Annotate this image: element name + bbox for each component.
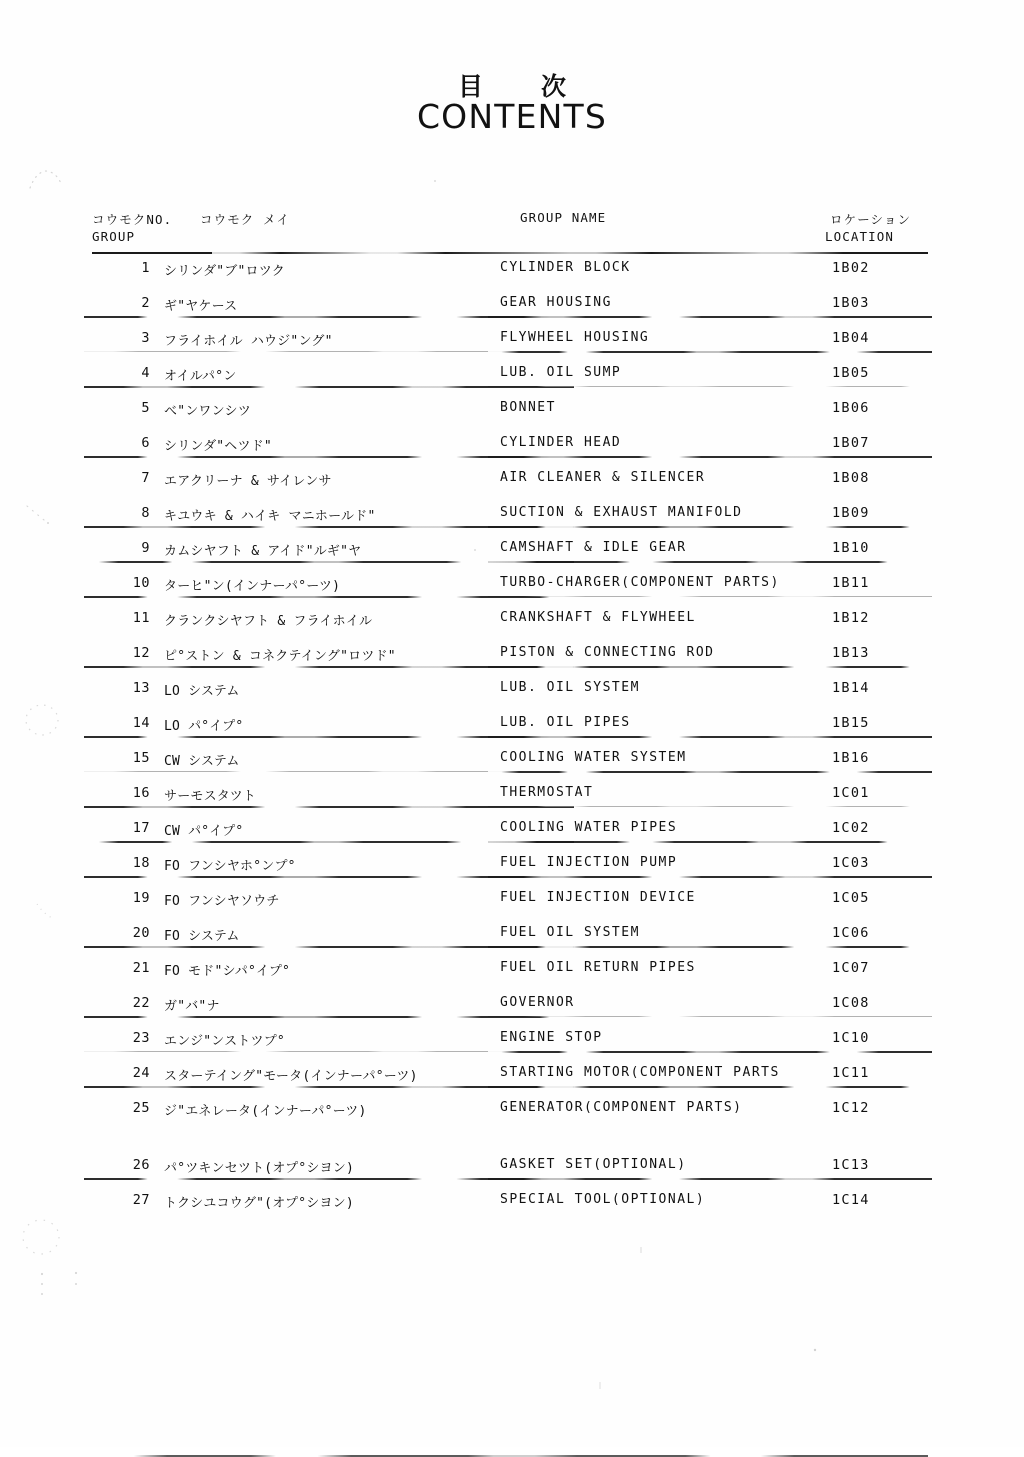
row-group-name-en: COOLING WATER SYSTEM <box>500 750 687 765</box>
row-item-name-jp: ギ"ヤケース <box>164 299 238 314</box>
row-group-number: 24 <box>132 1065 150 1081</box>
row-group-name-en: CYLINDER HEAD <box>500 435 622 450</box>
row-group-number: 14 <box>132 715 150 731</box>
row-group-number: 6 <box>141 435 150 451</box>
header-group-no-en: GROUP <box>92 229 136 244</box>
table-row[interactable] <box>92 954 924 989</box>
row-group-number: 16 <box>132 785 150 801</box>
row-group-number: 22 <box>132 995 150 1011</box>
row-group-number: 25 <box>132 1100 150 1116</box>
header-item-name-jp: コウモク メイ <box>200 212 290 227</box>
row-location: 1C06 <box>832 925 870 941</box>
table-row[interactable] <box>92 919 924 954</box>
row-rule-right <box>488 771 932 773</box>
row-location: 1C05 <box>832 890 870 906</box>
table-row[interactable] <box>92 849 924 884</box>
row-group-number: 27 <box>132 1192 150 1208</box>
table-row[interactable] <box>92 1186 924 1221</box>
row-item-name-jp: スターテイング"モータ(インナーパ°ーツ) <box>164 1069 418 1084</box>
row-item-name-jp: ベ"ンワンシツ <box>164 404 251 419</box>
row-group-number: 12 <box>132 645 150 661</box>
row-group-name-en: FUEL OIL RETURN PIPES <box>500 960 696 975</box>
table-row[interactable] <box>92 499 924 534</box>
row-item-name-jp: FO フンシヤホ°ンプ° <box>164 859 296 874</box>
row-rule-right <box>488 1016 932 1017</box>
row-group-name-en: LUB. OIL SUMP <box>500 365 622 380</box>
page-title <box>0 74 1024 135</box>
row-rule-right <box>488 1178 932 1180</box>
table-row[interactable] <box>92 394 924 429</box>
row-group-number: 8 <box>141 505 150 521</box>
table-row[interactable] <box>92 254 924 289</box>
row-group-number: 21 <box>132 960 150 976</box>
row-rule-right <box>488 666 932 668</box>
table-row[interactable] <box>92 779 924 814</box>
scan-speckle-artifact <box>20 700 64 740</box>
row-location: 1B13 <box>832 645 870 661</box>
row-rule-right <box>488 806 932 807</box>
row-group-name-en: LUB. OIL PIPES <box>500 715 631 730</box>
row-location: 1C12 <box>832 1100 870 1116</box>
row-group-name-en: STARTING MOTOR(COMPONENT PARTS <box>500 1065 780 1080</box>
row-group-name-en: FUEL INJECTION DEVICE <box>500 890 696 905</box>
row-item-name-jp: LO パ°イプ° <box>164 719 244 734</box>
row-location: 1B06 <box>832 400 870 416</box>
table-row[interactable] <box>92 639 924 674</box>
row-rule-right <box>488 386 932 387</box>
table-row[interactable] <box>92 744 924 779</box>
row-group-name-en: ENGINE STOP <box>500 1030 603 1045</box>
table-header <box>92 208 924 254</box>
row-group-name-en: FUEL INJECTION PUMP <box>500 855 678 870</box>
scan-speckle-artifact <box>810 1345 820 1355</box>
row-location: 1C11 <box>832 1065 870 1081</box>
row-rule-right <box>488 526 932 528</box>
row-rule-right <box>488 351 932 353</box>
row-item-name-jp: ガ"バ"ナ <box>164 999 220 1014</box>
row-group-name-en: PISTON & CONNECTING ROD <box>500 645 715 660</box>
row-location: 1B03 <box>832 295 870 311</box>
scan-speckle-artifact <box>22 500 56 526</box>
table-row[interactable] <box>92 359 924 394</box>
row-location: 1B10 <box>832 540 870 556</box>
row-group-number: 26 <box>132 1157 150 1173</box>
scan-speckle-artifact <box>36 1268 86 1302</box>
header-group-name-en: GROUP NAME <box>520 210 607 225</box>
row-location: 1B12 <box>832 610 870 626</box>
row-group-number: 2 <box>141 295 150 311</box>
row-group-number: 11 <box>132 610 150 626</box>
row-group-number: 20 <box>132 925 150 941</box>
table-row[interactable] <box>92 429 924 464</box>
row-rule-right <box>488 456 932 458</box>
row-group-number: 5 <box>141 400 150 416</box>
row-group-number: 4 <box>141 365 150 381</box>
row-group-name-en: COOLING WATER PIPES <box>500 820 678 835</box>
row-item-name-jp: エンジ"ンストツプ° <box>164 1034 285 1049</box>
scan-speckle-artifact <box>430 176 440 186</box>
page-title-english: CONTENTS <box>416 97 608 136</box>
table-row[interactable] <box>92 464 924 499</box>
row-location: 1B14 <box>832 680 870 696</box>
table-row[interactable] <box>92 709 924 744</box>
row-rule-right <box>488 736 932 738</box>
row-item-name-jp: ピ°ストン & コネクテイング"ロツド" <box>164 649 396 664</box>
table-row[interactable] <box>92 884 924 919</box>
row-group-number: 1 <box>141 260 150 276</box>
row-item-name-jp: クランクシヤフト & フライホイル <box>164 614 373 629</box>
row-group-number: 10 <box>132 575 150 591</box>
row-item-name-jp: FO システム <box>164 929 240 944</box>
row-rule-right <box>488 1086 932 1088</box>
row-location: 1B04 <box>832 330 870 346</box>
table-row[interactable] <box>92 569 924 604</box>
scan-speckle-artifact <box>636 1245 646 1257</box>
row-item-name-jp: カムシヤフト & アイド"ルギ"ヤ <box>164 544 362 559</box>
row-rule-right <box>488 561 932 563</box>
row-location: 1C10 <box>832 1030 870 1046</box>
row-group-name-en: LUB. OIL SYSTEM <box>500 680 640 695</box>
row-group-name-en: TURBO-CHARGER(COMPONENT PARTS) <box>500 575 780 590</box>
row-rule-right <box>488 596 932 597</box>
row-group-name-en: BONNET <box>500 400 556 415</box>
row-item-name-jp: トクシユコウグ"(オプ°シヨン) <box>164 1196 354 1211</box>
row-location: 1C03 <box>832 855 870 871</box>
scan-speckle-artifact <box>26 168 66 192</box>
row-item-name-jp: ジ"エネレータ(インナーパ°ーツ) <box>164 1104 367 1119</box>
row-location: 1C01 <box>832 785 870 801</box>
row-group-name-en: FLYWHEEL HOUSING <box>500 330 650 345</box>
scan-speckle-artifact <box>34 900 60 922</box>
row-rule-right <box>488 946 932 948</box>
table-row[interactable] <box>92 324 924 359</box>
row-group-name-en: SUCTION & EXHAUST MANIFOLD <box>500 505 743 520</box>
row-item-name-jp: FO フンシヤソウチ <box>164 894 280 909</box>
row-location: 1B11 <box>832 575 870 591</box>
table-row[interactable] <box>92 674 924 709</box>
row-item-name-jp: CW システム <box>164 754 240 769</box>
row-item-name-jp: サーモスタツト <box>164 789 257 804</box>
row-location: 1B15 <box>832 715 870 731</box>
row-location: 1C02 <box>832 820 870 836</box>
row-item-name-jp: キユウキ & ハイキ マニホールド" <box>164 509 376 524</box>
row-item-name-jp: LO システム <box>164 684 240 699</box>
row-group-number: 7 <box>141 470 150 486</box>
row-group-name-en: GASKET SET(OPTIONAL) <box>500 1157 687 1172</box>
row-group-number: 18 <box>132 855 150 871</box>
row-location: 1C08 <box>832 995 870 1011</box>
row-group-name-en: AIR CLEANER & SILENCER <box>500 470 706 485</box>
row-group-number: 19 <box>132 890 150 906</box>
row-location: 1C07 <box>832 960 870 976</box>
row-item-name-jp: CW パ°イプ° <box>164 824 244 839</box>
table-row[interactable] <box>92 604 924 639</box>
row-group-name-en: GEAR HOUSING <box>500 295 612 310</box>
row-location: 1C14 <box>832 1192 870 1208</box>
row-group-number: 17 <box>132 820 150 836</box>
table-row[interactable] <box>92 289 924 324</box>
row-item-name-jp: ターヒ"ン(インナーパ°ーツ) <box>164 579 341 594</box>
row-group-name-en: FUEL OIL SYSTEM <box>500 925 640 940</box>
table-row[interactable] <box>92 1151 924 1186</box>
scan-speckle-artifact <box>18 1215 64 1259</box>
table-row[interactable] <box>92 814 924 849</box>
row-item-name-jp: エアクリーナ & サイレンサ <box>164 474 332 489</box>
row-group-name-en: GENERATOR(COMPONENT PARTS) <box>500 1100 743 1115</box>
contents-table <box>92 208 924 1221</box>
row-location: 1B09 <box>832 505 870 521</box>
row-group-name-en: CYLINDER BLOCK <box>500 260 631 275</box>
row-item-name-jp: パ°ツキンセツト(オプ°シヨン) <box>164 1161 354 1176</box>
row-item-name-jp: シリンダ"ヘツド" <box>164 439 272 454</box>
row-item-name-jp: シリンダ"ブ"ロツク <box>164 264 286 279</box>
page-title-japanese: 目次 <box>457 72 624 101</box>
row-group-name-en: SPECIAL TOOL(OPTIONAL) <box>500 1192 706 1207</box>
row-group-number: 3 <box>141 330 150 346</box>
header-location-en: LOCATION <box>825 229 895 244</box>
row-item-name-jp: FO モド"シパ°イプ° <box>164 964 291 979</box>
row-rule-right <box>488 1051 932 1053</box>
row-location: 1C13 <box>832 1157 870 1173</box>
table-row[interactable] <box>92 1059 924 1094</box>
row-location: 1B02 <box>832 260 870 276</box>
row-group-name-en: GOVERNOR <box>500 995 575 1010</box>
row-group-number: 13 <box>132 680 150 696</box>
row-item-name-jp: フライホイル ハウジ"ング" <box>164 334 333 349</box>
row-rule-right <box>488 876 932 878</box>
row-rule-right <box>488 316 932 318</box>
table-row[interactable] <box>92 534 924 569</box>
row-group-number: 15 <box>132 750 150 766</box>
row-group-name-en: CRANKSHAFT & FLYWHEEL <box>500 610 696 625</box>
row-location: 1B05 <box>832 365 870 381</box>
row-group-name-en: CAMSHAFT & IDLE GEAR <box>500 540 687 555</box>
row-group-number: 23 <box>132 1030 150 1046</box>
row-group-name-en: THERMOSTAT <box>500 785 594 800</box>
scan-speckle-artifact <box>595 1380 605 1392</box>
table-body <box>92 254 924 1221</box>
header-group-no-jp: コウモクNO. <box>92 212 173 227</box>
row-location: 1B07 <box>832 435 870 451</box>
header-location-jp: ロケーション <box>830 212 912 227</box>
table-row[interactable] <box>92 1094 924 1129</box>
row-location: 1B08 <box>832 470 870 486</box>
row-location: 1B16 <box>832 750 870 766</box>
row-rule-right <box>488 841 932 843</box>
table-row[interactable] <box>92 1024 924 1059</box>
table-row[interactable] <box>92 989 924 1024</box>
row-group-number: 9 <box>141 540 150 556</box>
row-item-name-jp: オイルパ°ン <box>164 369 237 384</box>
